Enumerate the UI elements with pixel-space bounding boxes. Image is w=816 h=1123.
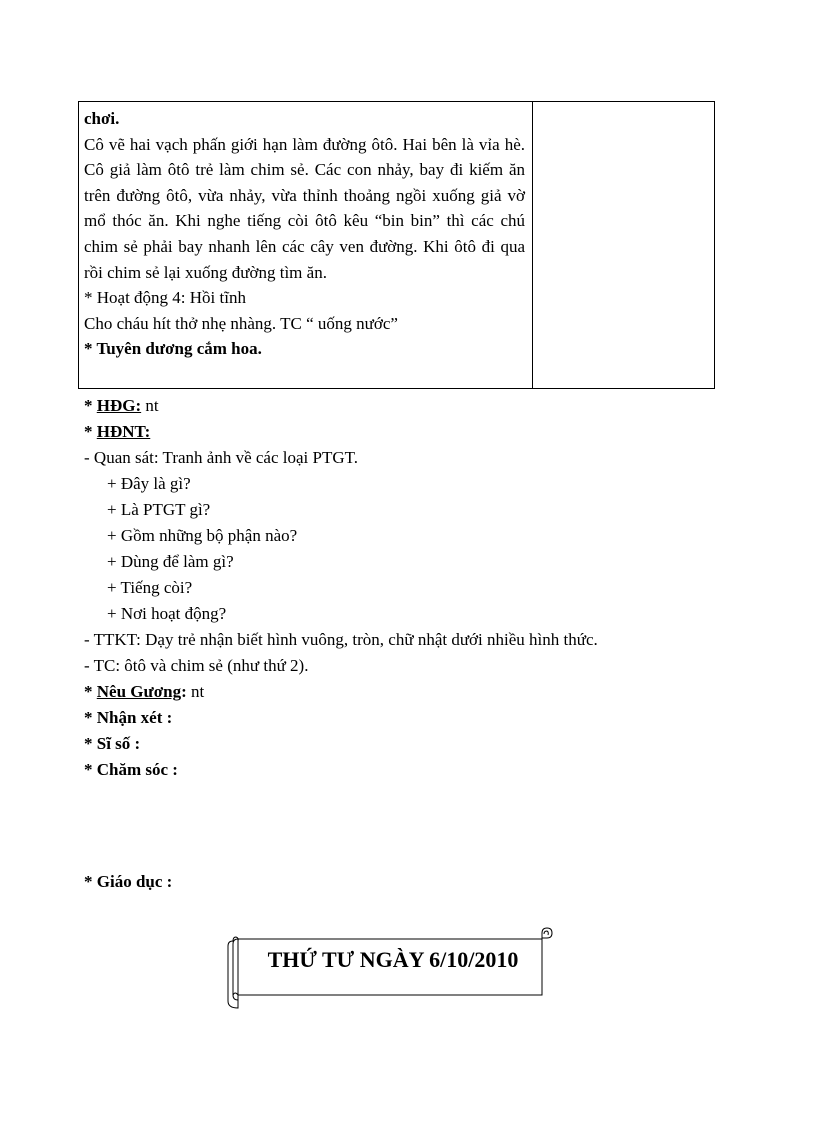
relaxation-text: Cho cháu hít thở nhẹ nhàng. TC “ uống nước” <box>84 313 398 333</box>
question-item: + Nơi hoạt động? <box>107 604 227 623</box>
lesson-body <box>84 393 764 783</box>
hdnt-heading: HĐNT: <box>96 422 151 441</box>
question-item: + Tiếng còi? <box>107 578 193 597</box>
question-item: + Là PTGT gì? <box>107 500 211 519</box>
game-description: Cô vẽ hai vạch phấn giới hạn làm đường ôtô. Hai bên là vỉa hè. Cô giả làm ôtô trẻ làm chim sẻ. Các con nhảy, bay đi kiếm ăn trên đường ôtô, vừa nhảy, vừa thỉnh thoảng ngồi xuống giả vờ mổ thóc ăn. Khi nghe tiếng còi ôtô kêu “bin bin” thì các chú chim sẻ phải bay nhanh lên các cây ven đường. Khi ôtô đi qua rồi chim sẻ lại xuống đường tìm ăn. <box>84 134 525 282</box>
ttkt-line: - TTKT: Dạy trẻ nhận biết hình vuông, tròn, chữ nhật dưới nhiều hình thức. <box>84 630 598 649</box>
question-item: + Dùng để làm gì? <box>107 552 234 571</box>
activity-table <box>78 101 715 389</box>
praise-text: * Tuyên dương cắm hoa. <box>84 339 262 359</box>
activity-4-heading: * Hoạt động 4: Hồi tĩnh <box>84 288 246 308</box>
nhan-xet-line: * Nhận xét : <box>84 708 173 727</box>
banner-title: THỨ TƯ NGÀY 6/10/2010 <box>267 947 519 972</box>
tc-line: - TC: ôtô và chim sẻ (như thứ 2). <box>84 656 309 675</box>
neu-guong-line: * Nêu Gương: nt <box>84 682 205 701</box>
si-so-line: * Sĩ số : <box>84 734 141 753</box>
hdg-heading: HĐG: <box>96 396 142 415</box>
neu-guong-heading: Nêu Gương <box>96 682 182 701</box>
hdg-value: nt <box>141 396 159 415</box>
question-item: + Gồm những bộ phận nào? <box>107 526 298 545</box>
cham-soc-line: * Chăm sóc : <box>84 760 178 779</box>
date-banner <box>224 925 562 1010</box>
hdg-line: * HĐG: nt <box>84 396 159 415</box>
hdnt-line: * HĐNT: <box>84 422 151 441</box>
question-item: + Đây là gì? <box>107 474 191 493</box>
table-line-choi: chơi. <box>84 109 120 128</box>
activity-cell <box>84 106 525 362</box>
giao-duc-line: * Giáo dục : <box>84 872 173 891</box>
table-column-divider <box>532 102 533 388</box>
neu-guong-value: nt <box>186 682 205 701</box>
observation-line: - Quan sát: Tranh ảnh về các loại PTGT. <box>84 448 358 467</box>
